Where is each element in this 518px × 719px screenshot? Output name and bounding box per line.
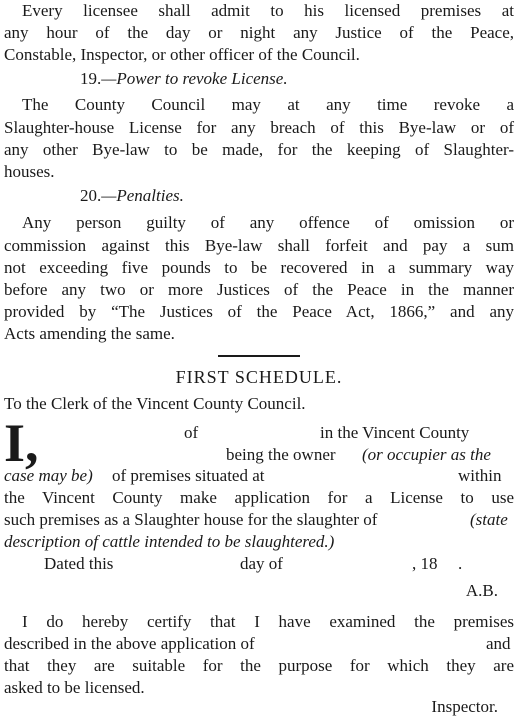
schedule-line-3-within: within	[458, 466, 502, 485]
schedule-line-2-owner: being the owner	[226, 445, 336, 464]
schedule-line-1-of: of	[184, 423, 199, 442]
clause19-title: —Power to revoke License.	[101, 69, 288, 88]
clause18-line-3: Constable, Inspector, or other officer of the Council.	[4, 45, 360, 64]
schedule-line-6: description of cattle intended to be slaughtered.)	[4, 532, 335, 551]
clause20-line-3: not exceeding five pounds to be recovered in a summary way	[4, 258, 514, 277]
clause18-line-2: any hour of the day or night any Justice of the Peace,	[4, 23, 514, 42]
dated-period: .	[458, 554, 463, 573]
clause19-line-4: houses.	[4, 162, 55, 181]
dated-day-of: day of	[240, 554, 283, 573]
schedule-line-3-case: case may be)	[4, 466, 93, 485]
section-divider	[218, 355, 300, 357]
clause20-number: 20.	[80, 186, 102, 205]
schedule-line-4: the Vincent County make application for a License to use	[4, 488, 514, 507]
schedule-addressee: To the Clerk of the Vincent County Council.	[4, 394, 306, 413]
schedule-line-5-text: such premises as a Slaughter house for the slaughter of	[4, 510, 378, 529]
schedule-line-5	[4, 509, 514, 531]
clause19-number: 19.	[80, 69, 102, 88]
certify-line-2-and: and	[486, 634, 511, 653]
clause20-line-4: before any two or more Justices of the Peace in the manner	[4, 280, 514, 299]
inspector-signature: Inspector.	[431, 697, 498, 716]
schedule-line-3-premises: of premises situated at	[112, 466, 265, 485]
schedule-dated-line	[4, 553, 514, 575]
clause18-line-1: Every licensee shall admit to his licensed premises at	[22, 1, 514, 20]
schedule-title: FIRST SCHEDULE.	[175, 367, 343, 387]
clause20-line-5: provided by “The Justices of the Peace Act, 1866,” and any	[4, 302, 514, 321]
dated-year: , 18	[412, 554, 438, 573]
clause20-heading	[80, 185, 500, 207]
signature-ab: A.B.	[465, 581, 498, 600]
schedule-drop-cap: I,	[4, 413, 39, 473]
clause19-line-1: The County Council may at any time revoke a	[22, 95, 514, 114]
clause19-heading	[80, 68, 500, 90]
clause20-title: —Penalties.	[101, 186, 184, 205]
certify-line-3: that they are suitable for the purpose for which they are	[4, 656, 514, 675]
clause20-line-6: Acts amending the same.	[4, 324, 175, 343]
clause19-line-2: Slaughter-house License for any breach of this Bye-law or of	[4, 118, 514, 137]
schedule-line-3	[4, 465, 514, 487]
certify-line-2-text: described in the above application of	[4, 634, 255, 653]
schedule-line-2	[44, 444, 514, 466]
certify-line-2	[4, 633, 514, 655]
schedule-line-1-county: in the Vincent County	[320, 423, 470, 442]
certify-line-4: asked to be licensed.	[4, 678, 145, 697]
clause19-line-3: any other Bye-law to be made, for the keeping of Slaughter-	[4, 140, 514, 159]
schedule-line-1	[44, 422, 514, 444]
schedule-line-5-state: (state	[470, 510, 508, 529]
clause20-line-1: Any person guilty of any offence of omission or	[22, 213, 514, 232]
schedule-line-2-occupier: (or occupier as the	[362, 445, 491, 464]
certify-line-1: I do hereby certify that I have examined the premises	[22, 612, 514, 631]
clause20-line-2: commission against this Bye-law shall forfeit and pay a sum	[4, 236, 514, 255]
dated-this: Dated this	[44, 554, 114, 573]
